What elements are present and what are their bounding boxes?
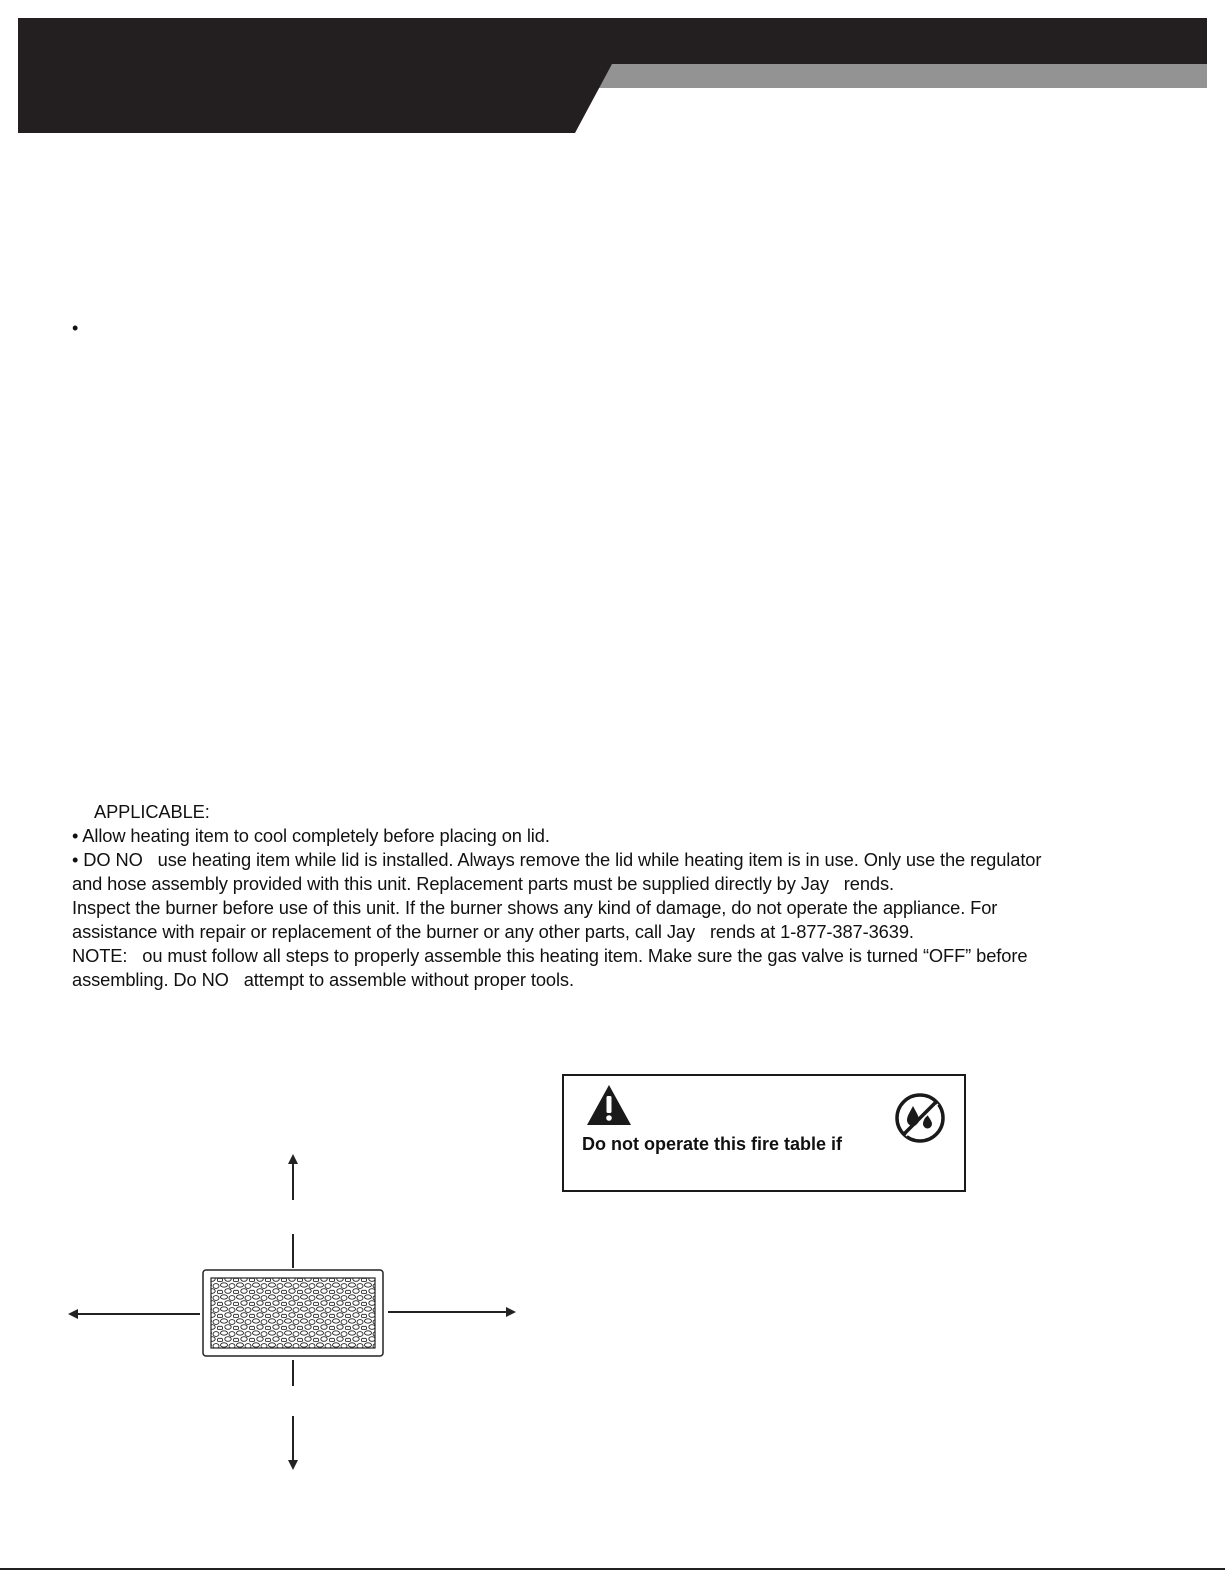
arrow-left-icon: [68, 1309, 200, 1319]
fire-table-lava-rock-icon: [203, 1270, 383, 1356]
instructions-block: [72, 800, 1162, 992]
header-banner: [0, 0, 1225, 140]
instruction-inspect-burner: Inspect the burner before use of this unit. If the burner shows any kind of damage, do not operate the appliance. For: [72, 897, 998, 918]
clearance-diagram: [60, 1150, 530, 1480]
arrow-right-icon: [388, 1307, 516, 1317]
instruction-assistance: assistance with repair or replacement of the burner or any other parts, call Jay rends at 1-877-387-3639.: [72, 921, 914, 942]
instruction-note: NOTE: ou must follow all steps to properly assemble this heating item. Make sure the gas valve is turned “OFF” before: [72, 945, 1028, 966]
instruction-hose-assembly: and hose assembly provided with this unit. Replacement parts must be supplied directly by Jay rends.: [72, 873, 895, 894]
header-accent-bar: [595, 64, 1207, 88]
arrow-up-icon: [288, 1154, 298, 1268]
arrow-down-icon: [288, 1360, 298, 1470]
intro-bullet: •: [72, 318, 79, 338]
exclamation-triangle-icon: [586, 1084, 632, 1126]
no-water-icon: [894, 1092, 946, 1144]
applicable-heading: APPLICABLE:: [94, 801, 210, 822]
instruction-cool-lid: • Allow heating item to cool completely before placing on lid.: [72, 825, 550, 846]
warning-text: Do not operate this fire table if: [582, 1134, 843, 1154]
warning-box: [562, 1074, 966, 1192]
instruction-remove-lid: • DO NO use heating item while lid is installed. Always remove the lid while heating item is in use. Only use the regulator: [72, 849, 1042, 870]
instruction-tools: assembling. Do NO attempt to assemble without proper tools.: [72, 969, 574, 990]
footer-rule: [0, 1568, 1225, 1570]
